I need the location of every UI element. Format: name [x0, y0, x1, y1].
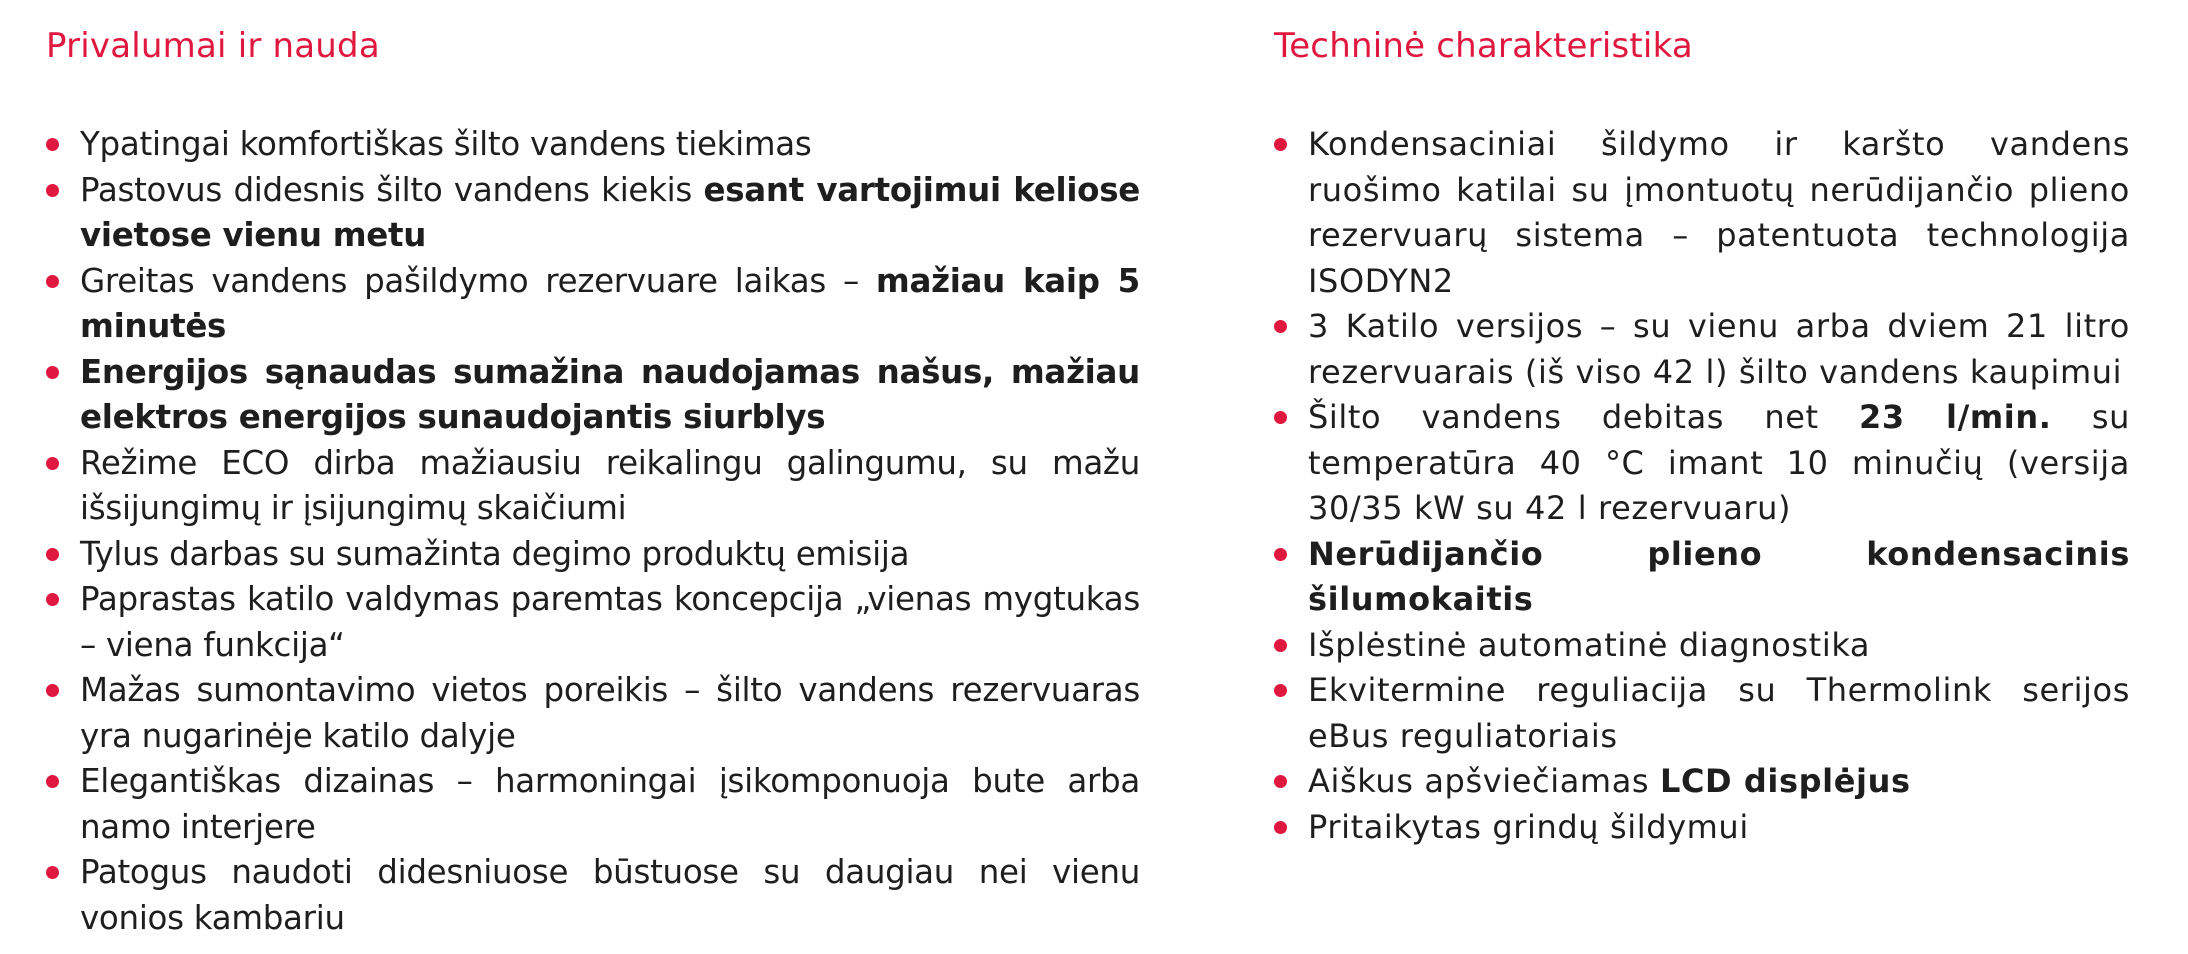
bullet-icon: [1274, 684, 1287, 697]
bullet-icon: [46, 457, 59, 470]
list-item-text: [1308, 535, 2130, 619]
list-item: [1274, 304, 2130, 395]
benefits-list: [46, 122, 1140, 941]
text: Išplėstinė automatinė diagnostika: [1308, 625, 1871, 664]
bullet-icon: [1274, 138, 1287, 151]
list-item: [46, 577, 1140, 668]
list-item: [1274, 122, 2130, 304]
list-item-text: [80, 671, 1140, 755]
bullet-icon: [46, 138, 59, 151]
text: Ekvitermine reguliacija su Thermolink serijos eBus reguliatoriais: [1308, 671, 2130, 755]
list-item-text: [80, 125, 812, 163]
list-item: [1274, 395, 2130, 532]
text: Aiškus apšviečiamas: [1308, 762, 1660, 800]
text: Paprastas katilo valdymas paremtas koncepcija „vienas mygtukas – viena funkcija“: [80, 580, 1140, 664]
list-item-text: [1308, 398, 2130, 527]
list-item-text: [80, 853, 1140, 937]
list-item: [46, 259, 1140, 350]
bullet-icon: [1274, 548, 1287, 561]
bold-text: esant vartojimui keliose vietose vienu metu: [80, 170, 1140, 254]
bullet-icon: [46, 184, 59, 197]
list-item: [46, 532, 1140, 578]
bullet-icon: [1274, 320, 1287, 333]
text: Pastovus didesnis šilto vandens kiekis: [80, 170, 704, 209]
list-item-text: [80, 762, 1140, 846]
list-item: [1274, 668, 2130, 759]
list-item-text: [1308, 762, 1911, 800]
text: Patogus naudoti didesniuose būstuose su daugiau nei vienu vonios kambariu: [80, 853, 1140, 937]
list-item: [1274, 532, 2130, 623]
text: Tylus darbas su sumažinta degimo produktų emisija: [80, 534, 910, 573]
list-item-text: [80, 535, 909, 573]
technical-list: [1274, 122, 2130, 850]
text: Ypatingai komfortiškas šilto vandens tiekimas: [80, 125, 812, 163]
list-item: [46, 350, 1140, 441]
list-item-text: [80, 171, 1140, 255]
bold-text: 23 l/min.: [1859, 398, 2052, 436]
bullet-icon: [1274, 821, 1287, 834]
list-item: [46, 668, 1140, 759]
bullet-icon: [46, 366, 59, 379]
list-item-text: [1308, 808, 1749, 846]
list-item-text: [1308, 626, 1870, 664]
text: Režime ECO dirba mažiausiu reikalingu galingumu, su mažu išsijungimų ir įsijungimų skaičiumi: [80, 443, 1140, 527]
list-item: [46, 850, 1140, 941]
text: Elegantiškas dizainas – harmoningai įsikomponuoja bute arba namo interjere: [80, 762, 1140, 846]
bullet-icon: [46, 866, 59, 879]
list-item-text: [80, 444, 1140, 528]
benefits-heading: Privalumai ir nauda: [46, 26, 380, 66]
bold-text: Nerūdijančio plieno kondensacinis šilumokaitis: [1308, 534, 2130, 618]
list-item-text: [80, 580, 1140, 664]
bullet-icon: [1274, 411, 1287, 424]
list-item: [46, 122, 1140, 168]
bullet-icon: [46, 548, 59, 561]
list-item-text: [1308, 307, 2130, 391]
text: Pritaikytas grindų šildymui: [1308, 807, 1749, 846]
text: Mažas sumontavimo vietos poreikis – šilto vandens rezervuaras yra nugarinėje katilo dalyje: [80, 671, 1140, 755]
technical-heading: Techninė charakteristika: [1274, 26, 1693, 66]
list-item-text: [1308, 125, 2130, 300]
list-item-text: [1308, 671, 2130, 755]
text: Greitas vandens pašildymo rezervuare laikas –: [80, 261, 876, 300]
list-item-text: [80, 262, 1140, 346]
bullet-icon: [46, 275, 59, 288]
list-item-text: [80, 353, 1140, 437]
bullet-icon: [1274, 775, 1287, 788]
text: Kondensaciniai šildymo ir karšto vandens ruošimo katilai su įmontuotų nerūdijančio plieno rezervuarų sistema – patentuota technologija ISODYN2: [1308, 125, 2130, 300]
bullet-icon: [46, 593, 59, 606]
bold-text: LCD displėjus: [1659, 762, 1911, 800]
text: su temperatūra 40 °C imant 10 minučių (versija 30/35 kW su 42 l rezervuaru): [1308, 398, 2130, 527]
bold-text: Energijos sąnaudas sumažina naudojamas našus, mažiau elektros energijos sunaudojantis siurblys: [80, 352, 1140, 436]
list-item: [46, 441, 1140, 532]
list-item: [1274, 805, 2130, 851]
list-item: [1274, 759, 2130, 805]
bullet-icon: [46, 684, 59, 697]
list-item: [1274, 623, 2130, 669]
bullet-icon: [1274, 639, 1287, 652]
bold-text: mažiau kaip 5 minutės: [80, 261, 1140, 345]
list-item: [46, 759, 1140, 850]
text: 3 Katilo versijos – su vienu arba dviem 21 litro rezervuarais (iš viso 42 l) šilto vandens kaupimui: [1308, 307, 2130, 391]
text: Šilto vandens debitas net: [1308, 398, 1859, 436]
list-item: [46, 168, 1140, 259]
bullet-icon: [46, 775, 59, 788]
